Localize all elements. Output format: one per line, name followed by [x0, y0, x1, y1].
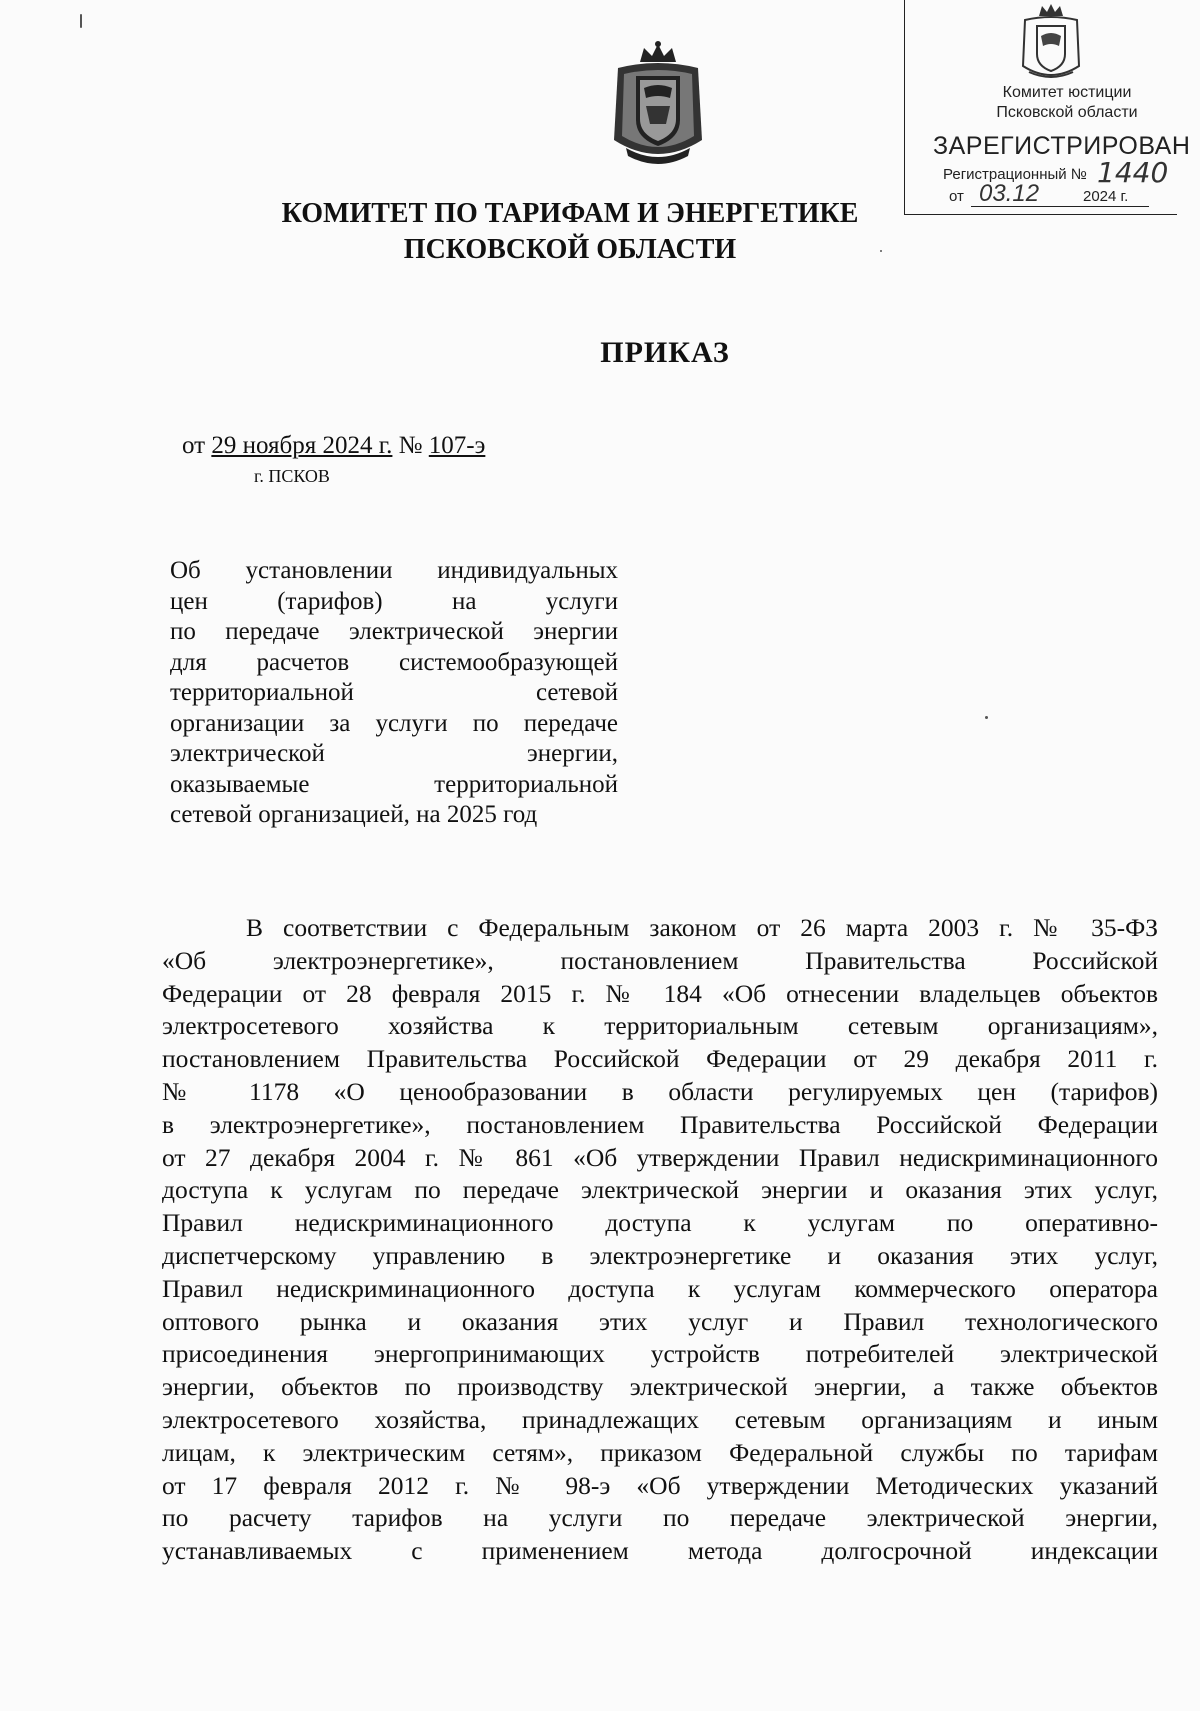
stamp-coat-of-arms-icon [1019, 2, 1083, 84]
body-line: электросетевого хозяйства, принадлежащих сетевым организациям и иным [162, 1404, 1158, 1434]
body-line: лицам, к электрическим сетям», приказом Федеральной службы по тарифам [162, 1437, 1158, 1467]
body-line: устанавливаемых с применением метода долгосрочной индексации [162, 1536, 1158, 1566]
scan-speck [985, 716, 988, 719]
subject-line: организации за услуги по передаче [170, 709, 618, 737]
body-line: Правил недискриминационного доступа к услугам коммерческого оператора [162, 1273, 1158, 1303]
body-line: от 27 декабря 2004 г. № 861 «Об утверждении Правил недискриминационного [162, 1142, 1158, 1172]
body-line: доступа к услугам по передаче электрической энергии и оказания этих услуг, [162, 1175, 1158, 1205]
body-line: «Об электроэнергетике», постановлением Правительства Российской [162, 945, 1158, 975]
stamp-authority-line2: Псковской области [996, 104, 1138, 121]
org-name-line2: ПСКОВСКОЙ ОБЛАСТИ [403, 234, 737, 265]
order-date: 29 ноября 2024 г. [211, 432, 393, 459]
body-line: № 1178 «О ценообразовании в области регулируемых цен (тарифов) [162, 1076, 1158, 1106]
body-line: по расчету тарифов на услуги по передаче электрической энергии, [162, 1503, 1158, 1533]
order-date-line [182, 432, 485, 460]
stamp-reg-label: Регистрационный № [943, 166, 1087, 183]
document-type-title: ПРИКАЗ [600, 336, 730, 369]
subject-line: Об установлении индивидуальных [170, 557, 618, 584]
body-line: Правил недискриминационного доступа к услугам по оперативно- [162, 1208, 1158, 1238]
scan-speck [80, 14, 82, 28]
subject-line: цен (тарифов) на услуги [170, 587, 618, 615]
subject-line: оказываемые территориальной [170, 770, 618, 798]
stamp-status: ЗАРЕГИСТРИРОВАН [933, 132, 1191, 160]
order-number: 107-э [428, 432, 486, 459]
body-line: присоединения энергопринимающих устройств потребителей электрической [162, 1339, 1158, 1369]
subject-line: электрической энергии, [170, 740, 618, 767]
body-line: от 17 февраля 2012 г. № 98-э «Об утверждении Методических указаний [162, 1470, 1158, 1500]
body-line: энергии, объектов по производству электрической энергии, а также объектов [162, 1372, 1158, 1402]
registration-stamp [904, 0, 1191, 215]
body-line: электросетевого хозяйства к территориальным сетевым организациям», [162, 1011, 1158, 1041]
body-line: оптового рынка и оказания этих услуг и Правил технологического [162, 1306, 1158, 1336]
subject-line: по передаче электрической энергии [170, 618, 618, 645]
body-line: в электроэнергетике», постановлением Правительства Российской Федерации [162, 1109, 1158, 1139]
stamp-reg-number: 1440 [1097, 156, 1169, 189]
body-line: постановлением Правительства Российской Федерации от 29 декабря 2011 г. [162, 1044, 1158, 1074]
scan-speck [880, 250, 882, 252]
order-date-prefix: от [182, 432, 212, 459]
order-subject [170, 556, 618, 831]
subject-line: территориальной сетевой [170, 679, 618, 706]
body-line: диспетчерскому управлению в электроэнергетике и оказания этих услуг, [162, 1240, 1158, 1270]
body-line: В соответствии с Федеральным законом от 26 марта 2003 г. № 35-ФЗ [246, 913, 1158, 942]
coat-of-arms-icon [608, 40, 708, 170]
body-line: Федерации от 28 февраля 2015 г. № 184 «Об отнесении владельцев объектов [162, 978, 1158, 1008]
order-number-label: № [392, 432, 429, 459]
stamp-date-label: от [949, 188, 964, 205]
stamp-date-value: 03.12 [979, 180, 1040, 207]
stamp-authority-line1: Комитет юстиции [1002, 84, 1132, 101]
order-preamble [162, 912, 1158, 1568]
stamp-year: 2024 г. [1083, 188, 1129, 205]
org-name-line1: КОМИТЕТ ПО ТАРИФАМ И ЭНЕРГЕТИКЕ [281, 198, 859, 229]
subject-line: сетевой организацией, на 2025 год [170, 801, 538, 828]
order-city: г. ПСКОВ [254, 466, 330, 486]
subject-line: для расчетов системообразующей [170, 648, 618, 676]
